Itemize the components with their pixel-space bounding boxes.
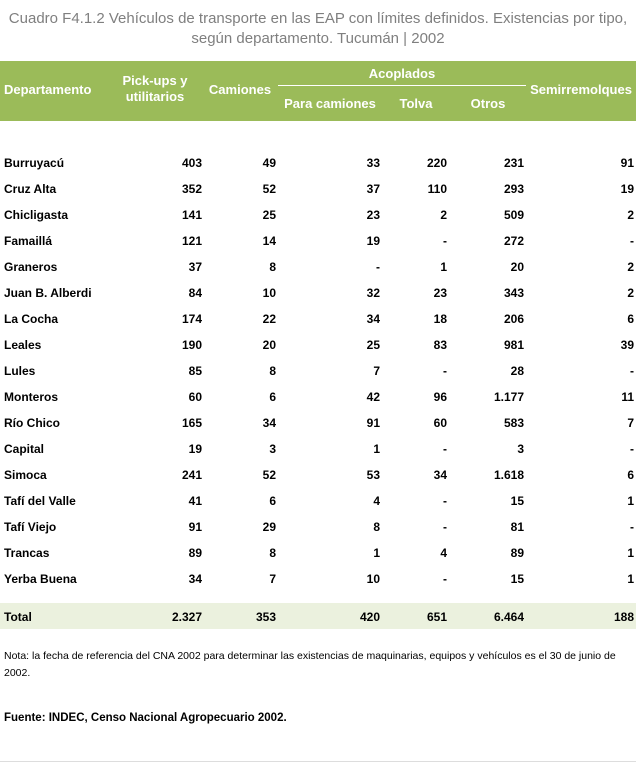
cell-pickups: 60: [188, 390, 202, 404]
cell-pickups: 121: [181, 234, 202, 248]
cell-para-camiones: 33: [366, 156, 380, 170]
table-row: [0, 280, 636, 306]
title-line-2: según departamento. Tucumán | 2002: [191, 30, 445, 47]
cell-semirremolques: 11: [621, 390, 634, 404]
table-row: [0, 566, 636, 592]
cell-camiones: 49: [262, 156, 276, 170]
cell-pickups: 165: [181, 416, 202, 430]
cell-para-camiones: 1: [373, 546, 380, 560]
cell-semirremolques: 2: [627, 260, 634, 274]
cell-pickups: 37: [188, 260, 202, 274]
cell-pickups: 85: [188, 364, 202, 378]
cell-semirremolques: 19: [620, 182, 634, 196]
cell-camiones: 8: [269, 260, 276, 274]
table-row: [0, 436, 636, 462]
cell-camiones: 52: [262, 468, 276, 482]
table-row: [0, 488, 636, 514]
cell-camiones: 3: [269, 442, 276, 456]
table-row: [0, 228, 636, 254]
cell-semirremolques: 1: [627, 572, 634, 586]
bottom-divider: [0, 761, 636, 762]
total-para-camiones: 420: [359, 610, 380, 624]
cell-departamento: Juan B. Alberdi: [4, 286, 92, 300]
cell-departamento: Trancas: [4, 546, 50, 560]
cell-tolva: 23: [433, 286, 447, 300]
cell-camiones: 20: [262, 338, 276, 352]
cell-departamento: Río Chico: [4, 416, 60, 430]
cell-para-camiones: 7: [373, 364, 380, 378]
cell-pickups: 34: [188, 572, 202, 586]
cell-para-camiones: 10: [366, 572, 380, 586]
header-tolva: Tolva: [399, 96, 433, 111]
table-row: [0, 540, 636, 566]
header-otros: Otros: [470, 96, 506, 111]
cell-para-camiones: 8: [373, 520, 380, 534]
cell-tolva: 110: [427, 182, 447, 196]
cell-tolva: 220: [426, 156, 447, 170]
table-title: [0, 0, 636, 49]
cell-departamento: Graneros: [4, 260, 58, 274]
cell-pickups: 19: [188, 442, 202, 456]
total-row: [0, 603, 636, 629]
cell-departamento: Yerba Buena: [4, 572, 77, 586]
cell-camiones: 6: [269, 390, 276, 404]
table-row: [0, 410, 636, 436]
cell-semirremolques: 1: [627, 494, 634, 508]
cell-otros: 89: [510, 546, 524, 560]
table-row: [0, 176, 636, 202]
cell-tolva: 2: [440, 208, 447, 222]
cell-otros: 343: [503, 286, 524, 300]
cell-para-camiones: 23: [366, 208, 380, 222]
cell-otros: 3: [517, 442, 524, 456]
title-line-1: Cuadro F4.1.2 Vehículos de transporte en las EAP con límites definidos. Existencias por tipo,: [8, 10, 628, 27]
cell-semirremolques: 2: [627, 208, 634, 222]
cell-tolva: -: [443, 494, 447, 508]
cell-camiones: 22: [262, 312, 276, 326]
cell-para-camiones: -: [376, 260, 380, 274]
cell-otros: 15: [510, 572, 524, 586]
cell-para-camiones: 53: [366, 468, 380, 482]
table-row: [0, 150, 636, 176]
cell-pickups: 190: [181, 338, 202, 352]
cell-tolva: -: [443, 442, 447, 456]
cell-camiones: 8: [269, 364, 276, 378]
table-row: [0, 514, 636, 540]
cell-departamento: Simoca: [4, 468, 47, 482]
cell-tolva: 4: [440, 546, 447, 560]
cell-para-camiones: 1: [373, 442, 380, 456]
cell-otros: 583: [503, 416, 524, 430]
cell-pickups: 141: [181, 208, 202, 222]
cell-departamento: Tafí del Valle: [4, 494, 76, 508]
cell-para-camiones: 34: [366, 312, 380, 326]
cell-tolva: 83: [433, 338, 447, 352]
cell-departamento: Leales: [4, 338, 42, 352]
cell-departamento: Cruz Alta: [4, 182, 57, 196]
table-header: [0, 61, 636, 121]
cell-tolva: 96: [433, 390, 447, 404]
cell-camiones: 34: [262, 416, 276, 430]
cell-otros: 15: [510, 494, 524, 508]
cell-otros: 206: [503, 312, 524, 326]
cell-tolva: -: [443, 572, 447, 586]
header-pickups: Pick-ups y utilitarios: [122, 73, 188, 104]
cell-otros: 272: [503, 234, 524, 248]
cell-departamento: Burruyacú: [4, 156, 65, 170]
table-row: [0, 254, 636, 280]
cell-otros: 509: [503, 208, 524, 222]
cell-semirremolques: 91: [620, 156, 634, 170]
table-row: [0, 358, 636, 384]
total-label: Total: [4, 610, 32, 624]
cell-departamento: Lules: [4, 364, 36, 378]
cell-otros: 981: [503, 338, 524, 352]
cell-camiones: 7: [269, 572, 276, 586]
cell-pickups: 241: [181, 468, 202, 482]
header-para-camiones: Para camiones: [284, 96, 376, 111]
cell-tolva: 18: [433, 312, 447, 326]
cell-departamento: La Cocha: [4, 312, 59, 326]
cell-semirremolques: 6: [627, 312, 634, 326]
cell-camiones: 10: [262, 286, 276, 300]
cell-camiones: 6: [269, 494, 276, 508]
cell-tolva: -: [443, 364, 447, 378]
total-pickups: 2.327: [171, 610, 202, 624]
cell-camiones: 14: [262, 234, 276, 248]
total-semirremolques: 188: [613, 610, 634, 624]
header-departamento: Departamento: [4, 82, 92, 97]
cell-otros: 81: [510, 520, 524, 534]
cell-tolva: 34: [433, 468, 447, 482]
cell-pickups: 174: [181, 312, 202, 326]
cell-semirremolques: -: [630, 442, 634, 456]
cell-para-camiones: 19: [366, 234, 380, 248]
table-row: [0, 202, 636, 228]
table-row: [0, 332, 636, 358]
cell-tolva: 60: [433, 416, 447, 430]
cell-departamento: Famaillá: [4, 234, 53, 248]
cell-semirremolques: 7: [627, 416, 634, 430]
cell-pickups: 89: [188, 546, 202, 560]
cell-pickups: 403: [181, 156, 202, 170]
cell-departamento: Capital: [4, 442, 45, 456]
cell-para-camiones: 91: [366, 416, 380, 430]
cell-otros: 293: [503, 182, 524, 196]
table-body: [0, 150, 636, 592]
cell-semirremolques: -: [630, 520, 634, 534]
cell-para-camiones: 37: [366, 182, 380, 196]
cell-pickups: 91: [188, 520, 202, 534]
table-source: Fuente: INDEC, Censo Nacional Agropecuario 2002.: [4, 712, 287, 724]
table-row: [0, 306, 636, 332]
header-acoplados: Acoplados: [368, 66, 436, 81]
cell-pickups: 41: [188, 494, 202, 508]
cell-para-camiones: 42: [366, 390, 380, 404]
cell-semirremolques: 1: [627, 546, 634, 560]
table-row: [0, 384, 636, 410]
cell-departamento: Tafí Viejo: [4, 520, 57, 534]
total-otros: 6.464: [493, 610, 524, 624]
cell-otros: 1.618: [493, 468, 524, 482]
cell-semirremolques: -: [630, 364, 634, 378]
cell-otros: 1.177: [493, 390, 524, 404]
cell-departamento: Chicligasta: [4, 208, 69, 222]
cell-semirremolques: 39: [620, 338, 634, 352]
cell-tolva: 1: [440, 260, 447, 274]
cell-para-camiones: 32: [366, 286, 380, 300]
cell-tolva: -: [443, 520, 447, 534]
cell-pickups: 84: [188, 286, 202, 300]
table-row: [0, 462, 636, 488]
cell-otros: 231: [503, 156, 524, 170]
cell-departamento: Monteros: [4, 390, 58, 404]
header-semirremolques: Semirremolques: [530, 82, 632, 97]
cell-camiones: 52: [262, 182, 276, 196]
cell-otros: 20: [510, 260, 524, 274]
header-acoplados-divider: [278, 85, 526, 86]
cell-camiones: 8: [269, 546, 276, 560]
cell-tolva: -: [443, 234, 447, 248]
total-camiones: 353: [255, 610, 276, 624]
cell-semirremolques: 2: [627, 286, 634, 300]
table-note: Nota: la fecha de referencia del CNA 2002 para determinar las existencias de maquinarias, equipos y vehículos es el 30 de junio de 2002.: [4, 650, 616, 679]
cell-camiones: 29: [262, 520, 276, 534]
cell-semirremolques: 6: [627, 468, 634, 482]
cell-semirremolques: -: [630, 234, 634, 248]
header-camiones: Camiones: [208, 82, 272, 97]
cell-para-camiones: 4: [373, 494, 380, 508]
cell-para-camiones: 25: [366, 338, 380, 352]
cell-pickups: 352: [181, 182, 202, 196]
cell-camiones: 25: [262, 208, 276, 222]
total-tolva: 651: [426, 610, 447, 624]
cell-otros: 28: [510, 364, 524, 378]
